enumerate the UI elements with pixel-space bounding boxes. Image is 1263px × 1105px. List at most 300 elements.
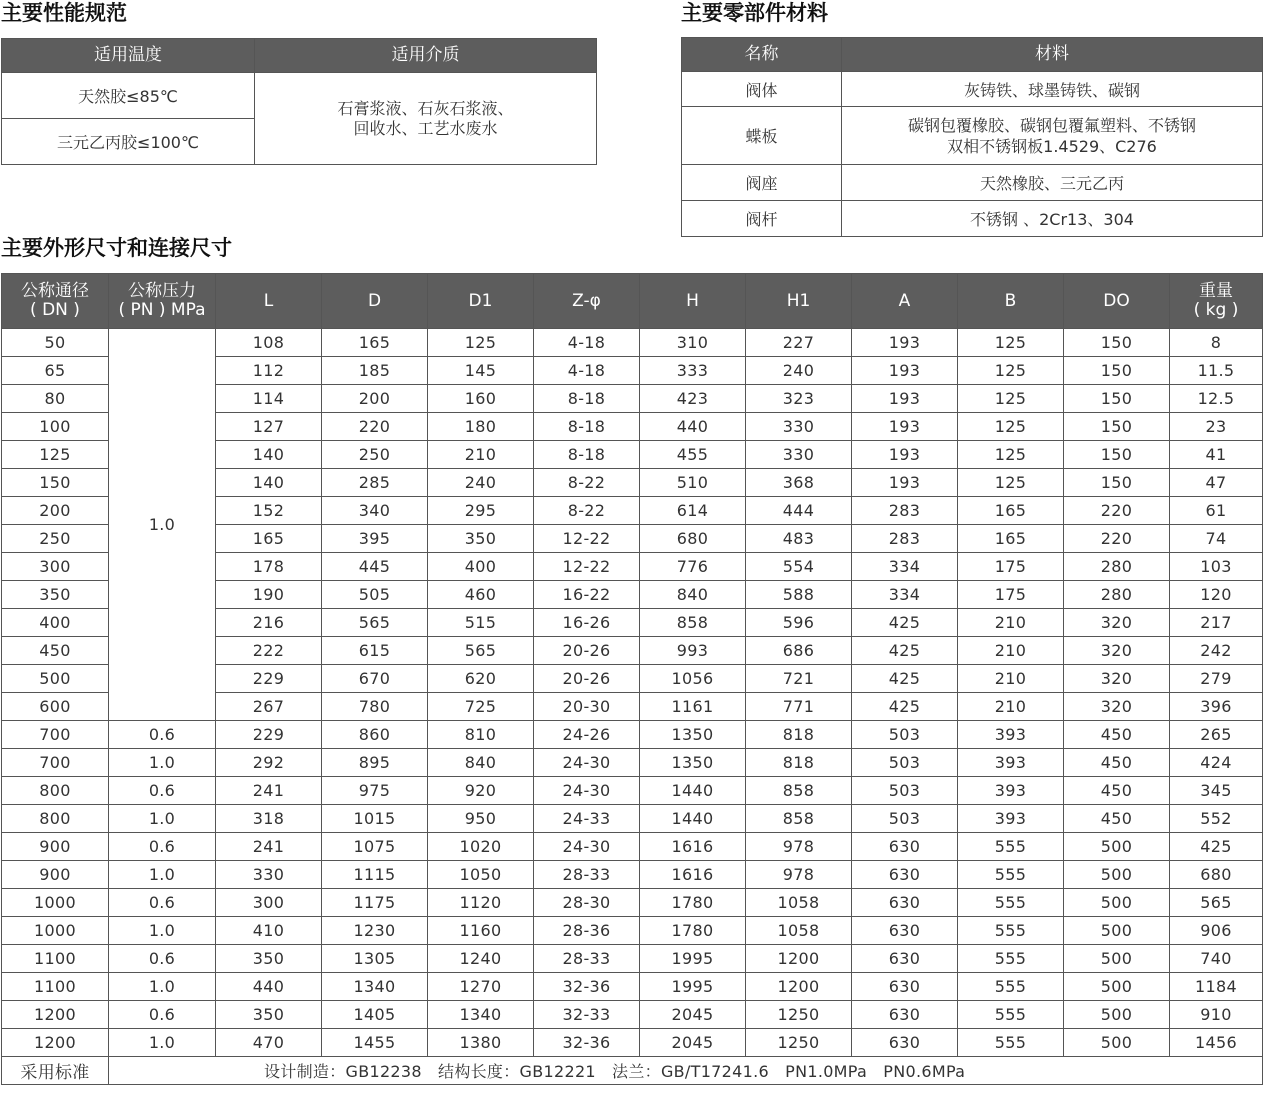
cell-z-phi: 20-30 [534, 693, 640, 721]
table-row [2, 945, 1263, 973]
cell-l: 229 [216, 665, 322, 693]
table-row [2, 1029, 1263, 1057]
cell-weight: 74 [1170, 525, 1263, 553]
table-row [2, 721, 1263, 749]
cell-dn: 50 [2, 329, 109, 357]
cell-a: 334 [852, 553, 958, 581]
cell-d: 250 [322, 441, 428, 469]
cell-d1: 295 [428, 497, 534, 525]
cell-dn: 100 [2, 413, 109, 441]
cell-d: 860 [322, 721, 428, 749]
cell-dn: 1200 [2, 1001, 109, 1029]
cell-z-phi: 8-22 [534, 497, 640, 525]
cell-b: 555 [958, 945, 1064, 973]
cell-weight: 61 [1170, 497, 1263, 525]
cell-d: 565 [322, 609, 428, 637]
cell-a: 630 [852, 1029, 958, 1057]
cell-dn: 80 [2, 385, 109, 413]
temperature-epdm: 三元乙丙胶≤100℃ [2, 119, 255, 165]
cell-d: 1175 [322, 889, 428, 917]
cell-a: 193 [852, 413, 958, 441]
cell-do: 500 [1064, 1001, 1170, 1029]
cell-z-phi: 32-36 [534, 973, 640, 1001]
cell-h: 1780 [640, 889, 746, 917]
cell-weight: 396 [1170, 693, 1263, 721]
cell-d1: 725 [428, 693, 534, 721]
part-material: 灰铸铁、球墨铸铁、碳钢 [842, 72, 1263, 107]
cell-pn: 0.6 [109, 833, 216, 861]
cell-d: 1230 [322, 917, 428, 945]
cell-b: 393 [958, 805, 1064, 833]
cell-h: 440 [640, 413, 746, 441]
cell-z-phi: 28-36 [534, 917, 640, 945]
header-line-1: Z-φ [572, 290, 601, 311]
header-h [640, 274, 746, 329]
cell-weight: 425 [1170, 833, 1263, 861]
header-medium: 适用介质 [255, 39, 597, 73]
cell-dn: 500 [2, 665, 109, 693]
cell-dn: 200 [2, 497, 109, 525]
cell-l: 114 [216, 385, 322, 413]
cell-b: 555 [958, 973, 1064, 1001]
cell-dn: 125 [2, 441, 109, 469]
cell-l: 140 [216, 441, 322, 469]
cell-b: 555 [958, 917, 1064, 945]
header-temperature: 适用温度 [2, 39, 255, 73]
cell-l: 216 [216, 609, 322, 637]
cell-d: 200 [322, 385, 428, 413]
header-line-1: 重量 [1199, 281, 1233, 301]
cell-weight: 242 [1170, 637, 1263, 665]
cell-h1: 818 [746, 721, 852, 749]
cell-b: 555 [958, 833, 1064, 861]
cell-b: 555 [958, 1029, 1064, 1057]
cell-d: 1340 [322, 973, 428, 1001]
part-material-line-1: 碳钢包覆橡胶、碳钢包覆氟塑料、不锈钢 [907, 115, 1196, 135]
cell-weight: 103 [1170, 553, 1263, 581]
cell-d: 220 [322, 413, 428, 441]
cell-h: 310 [640, 329, 746, 357]
cell-dn: 1000 [2, 917, 109, 945]
table-row [2, 861, 1263, 889]
cell-h: 993 [640, 637, 746, 665]
cell-h1: 1250 [746, 1029, 852, 1057]
dimensions-title: 主要外形尺寸和连接尺寸 [1, 236, 232, 260]
performance-table [1, 38, 597, 165]
part-material-line-2: 双相不锈钢板1.4529、C276 [947, 136, 1157, 156]
cell-d: 1115 [322, 861, 428, 889]
cell-h: 1780 [640, 917, 746, 945]
cell-a: 630 [852, 861, 958, 889]
temperature-natural-rubber: 天然胶≤85℃ [2, 73, 255, 119]
medium-line-2: 回收水、工艺水废水 [353, 118, 498, 138]
cell-dn: 1100 [2, 945, 109, 973]
cell-b: 125 [958, 469, 1064, 497]
cell-h: 1056 [640, 665, 746, 693]
cell-z-phi: 4-18 [534, 357, 640, 385]
cell-dn: 600 [2, 693, 109, 721]
cell-a: 503 [852, 805, 958, 833]
cell-l: 318 [216, 805, 322, 833]
cell-l: 292 [216, 749, 322, 777]
cell-do: 500 [1064, 973, 1170, 1001]
cell-d1: 1380 [428, 1029, 534, 1057]
header-line-1: H [686, 290, 699, 311]
cell-dn: 65 [2, 357, 109, 385]
cell-b: 125 [958, 357, 1064, 385]
cell-do: 450 [1064, 721, 1170, 749]
performance-title: 主要性能规范 [1, 1, 127, 25]
cell-weight: 565 [1170, 889, 1263, 917]
cell-l: 165 [216, 525, 322, 553]
cell-d1: 145 [428, 357, 534, 385]
header-d [322, 274, 428, 329]
header-line-1: 公称通径 [21, 281, 89, 301]
part-material [842, 107, 1263, 165]
cell-weight: 265 [1170, 721, 1263, 749]
part-name: 阀杆 [682, 201, 842, 237]
cell-d: 395 [322, 525, 428, 553]
header-line-2: ( PN ) MPa [118, 300, 206, 320]
cell-h: 1616 [640, 833, 746, 861]
cell-b: 393 [958, 721, 1064, 749]
cell-d: 1075 [322, 833, 428, 861]
cell-h: 680 [640, 525, 746, 553]
cell-h1: 858 [746, 805, 852, 833]
cell-weight: 552 [1170, 805, 1263, 833]
cell-z-phi: 8-18 [534, 441, 640, 469]
header-line-1: 公称压力 [128, 281, 196, 301]
cell-h1: 1200 [746, 945, 852, 973]
cell-h1: 1058 [746, 889, 852, 917]
cell-do: 450 [1064, 777, 1170, 805]
cell-do: 500 [1064, 861, 1170, 889]
cell-b: 210 [958, 665, 1064, 693]
cell-d1: 515 [428, 609, 534, 637]
cell-a: 503 [852, 721, 958, 749]
cell-h: 2045 [640, 1029, 746, 1057]
cell-h: 840 [640, 581, 746, 609]
cell-h1: 554 [746, 553, 852, 581]
cell-a: 630 [852, 945, 958, 973]
cell-z-phi: 16-22 [534, 581, 640, 609]
table-row [2, 749, 1263, 777]
cell-h1: 444 [746, 497, 852, 525]
header-line-1: L [263, 290, 274, 311]
cell-h: 510 [640, 469, 746, 497]
cell-dn: 150 [2, 469, 109, 497]
header-line-1: DO [1103, 290, 1130, 311]
header-z-phi [534, 274, 640, 329]
cell-h1: 368 [746, 469, 852, 497]
cell-a: 425 [852, 665, 958, 693]
cell-pn: 0.6 [109, 721, 216, 749]
cell-dn: 1000 [2, 889, 109, 917]
cell-h1: 240 [746, 357, 852, 385]
dimensions-table [1, 273, 1263, 1085]
cell-d: 1405 [322, 1001, 428, 1029]
standard-label: 采用标准 [2, 1057, 109, 1085]
cell-d1: 1340 [428, 1001, 534, 1029]
cell-h: 1161 [640, 693, 746, 721]
cell-h: 455 [640, 441, 746, 469]
cell-dn: 1200 [2, 1029, 109, 1057]
cell-do: 320 [1064, 693, 1170, 721]
cell-weight: 8 [1170, 329, 1263, 357]
cell-weight: 345 [1170, 777, 1263, 805]
table-row [2, 777, 1263, 805]
cell-z-phi: 24-30 [534, 777, 640, 805]
cell-a: 630 [852, 917, 958, 945]
cell-h: 1440 [640, 777, 746, 805]
cell-d1: 1160 [428, 917, 534, 945]
header-do [1064, 274, 1170, 329]
cell-a: 503 [852, 777, 958, 805]
cell-h1: 588 [746, 581, 852, 609]
cell-l: 241 [216, 833, 322, 861]
cell-d1: 1020 [428, 833, 534, 861]
cell-weight: 279 [1170, 665, 1263, 693]
cell-do: 500 [1064, 917, 1170, 945]
cell-h: 1350 [640, 721, 746, 749]
cell-d: 780 [322, 693, 428, 721]
cell-h1: 330 [746, 441, 852, 469]
header-b [958, 274, 1064, 329]
cell-h1: 596 [746, 609, 852, 637]
cell-do: 500 [1064, 1029, 1170, 1057]
cell-h: 2045 [640, 1001, 746, 1029]
medium-line-1: 石膏浆液、石灰石浆液、 [337, 98, 514, 118]
cell-pn: 1.0 [109, 805, 216, 833]
header-line-1: A [898, 290, 911, 311]
cell-dn: 1100 [2, 973, 109, 1001]
cell-d: 975 [322, 777, 428, 805]
cell-do: 150 [1064, 329, 1170, 357]
cell-b: 125 [958, 441, 1064, 469]
cell-h: 1350 [640, 749, 746, 777]
cell-b: 125 [958, 385, 1064, 413]
cell-z-phi: 32-36 [534, 1029, 640, 1057]
cell-h1: 323 [746, 385, 852, 413]
cell-d: 185 [322, 357, 428, 385]
cell-d1: 180 [428, 413, 534, 441]
cell-h: 1616 [640, 861, 746, 889]
cell-l: 127 [216, 413, 322, 441]
cell-h1: 818 [746, 749, 852, 777]
cell-a: 630 [852, 889, 958, 917]
header-h1 [746, 274, 852, 329]
cell-z-phi: 16-26 [534, 609, 640, 637]
cell-dn: 900 [2, 833, 109, 861]
cell-h1: 721 [746, 665, 852, 693]
cell-weight: 740 [1170, 945, 1263, 973]
cell-d1: 950 [428, 805, 534, 833]
cell-dn: 900 [2, 861, 109, 889]
cell-dn: 700 [2, 721, 109, 749]
cell-l: 300 [216, 889, 322, 917]
cell-d1: 620 [428, 665, 534, 693]
table-row [2, 973, 1263, 1001]
cell-d: 1015 [322, 805, 428, 833]
cell-b: 555 [958, 1001, 1064, 1029]
cell-d1: 460 [428, 581, 534, 609]
part-name: 阀座 [682, 165, 842, 201]
cell-d1: 240 [428, 469, 534, 497]
cell-b: 555 [958, 889, 1064, 917]
cell-h1: 686 [746, 637, 852, 665]
standard-row [2, 1057, 1263, 1085]
cell-d: 615 [322, 637, 428, 665]
cell-h: 858 [640, 609, 746, 637]
table-row [2, 1001, 1263, 1029]
cell-a: 193 [852, 385, 958, 413]
cell-do: 500 [1064, 945, 1170, 973]
cell-dn: 800 [2, 805, 109, 833]
cell-dn: 250 [2, 525, 109, 553]
cell-d1: 1270 [428, 973, 534, 1001]
cell-do: 500 [1064, 833, 1170, 861]
cell-weight: 23 [1170, 413, 1263, 441]
cell-b: 165 [958, 525, 1064, 553]
header-d1 [428, 274, 534, 329]
cell-h1: 858 [746, 777, 852, 805]
header-line-2: ( DN ) [30, 300, 80, 320]
cell-h1: 978 [746, 833, 852, 861]
cell-pn-merged: 1.0 [109, 329, 216, 721]
part-name: 阀体 [682, 72, 842, 107]
table-row [2, 917, 1263, 945]
cell-h1: 978 [746, 861, 852, 889]
parts-table [681, 37, 1263, 237]
cell-h1: 1200 [746, 973, 852, 1001]
cell-pn: 1.0 [109, 861, 216, 889]
cell-z-phi: 8-18 [534, 385, 640, 413]
cell-d: 505 [322, 581, 428, 609]
cell-d: 1455 [322, 1029, 428, 1057]
cell-a: 334 [852, 581, 958, 609]
cell-d1: 125 [428, 329, 534, 357]
cell-z-phi: 20-26 [534, 637, 640, 665]
cell-a: 193 [852, 469, 958, 497]
cell-a: 193 [852, 357, 958, 385]
cell-h1: 483 [746, 525, 852, 553]
parts-title: 主要零部件材料 [681, 1, 828, 25]
cell-dn: 700 [2, 749, 109, 777]
cell-pn: 0.6 [109, 889, 216, 917]
cell-do: 150 [1064, 385, 1170, 413]
cell-z-phi: 28-30 [534, 889, 640, 917]
cell-b: 393 [958, 777, 1064, 805]
cell-l: 140 [216, 469, 322, 497]
cell-dn: 800 [2, 777, 109, 805]
cell-h: 333 [640, 357, 746, 385]
cell-weight: 906 [1170, 917, 1263, 945]
cell-do: 450 [1064, 805, 1170, 833]
cell-l: 267 [216, 693, 322, 721]
cell-a: 283 [852, 525, 958, 553]
cell-a: 425 [852, 609, 958, 637]
cell-z-phi: 8-22 [534, 469, 640, 497]
cell-b: 555 [958, 861, 1064, 889]
cell-l: 152 [216, 497, 322, 525]
table-row [2, 329, 1263, 357]
cell-l: 440 [216, 973, 322, 1001]
cell-h: 423 [640, 385, 746, 413]
cell-b: 165 [958, 497, 1064, 525]
header-line-1: D1 [468, 290, 493, 311]
cell-dn: 350 [2, 581, 109, 609]
cell-weight: 41 [1170, 441, 1263, 469]
cell-do: 320 [1064, 609, 1170, 637]
cell-d1: 400 [428, 553, 534, 581]
cell-pn: 1.0 [109, 1029, 216, 1057]
cell-l: 222 [216, 637, 322, 665]
cell-h: 1440 [640, 805, 746, 833]
standard-text: 设计制造：GB12238 结构长度：GB12221 法兰：GB/T17241.6 PN1.0MPa PN0.6MPa [109, 1057, 1263, 1085]
cell-l: 350 [216, 1001, 322, 1029]
cell-weight: 1184 [1170, 973, 1263, 1001]
cell-weight: 47 [1170, 469, 1263, 497]
cell-h: 614 [640, 497, 746, 525]
header-material: 材料 [842, 38, 1263, 72]
header-part-name: 名称 [682, 38, 842, 72]
header-dn [2, 274, 109, 329]
cell-weight: 12.5 [1170, 385, 1263, 413]
cell-d: 670 [322, 665, 428, 693]
cell-d: 285 [322, 469, 428, 497]
table-row [2, 889, 1263, 917]
part-material: 不锈钢 、2Cr13、304 [842, 201, 1263, 237]
cell-do: 500 [1064, 889, 1170, 917]
header-a [852, 274, 958, 329]
cell-z-phi: 28-33 [534, 945, 640, 973]
cell-d1: 810 [428, 721, 534, 749]
cell-dn: 400 [2, 609, 109, 637]
cell-do: 220 [1064, 525, 1170, 553]
cell-d: 895 [322, 749, 428, 777]
cell-d1: 920 [428, 777, 534, 805]
cell-z-phi: 24-33 [534, 805, 640, 833]
header-line-1: D [367, 290, 382, 311]
cell-weight: 217 [1170, 609, 1263, 637]
cell-weight: 680 [1170, 861, 1263, 889]
cell-weight: 11.5 [1170, 357, 1263, 385]
cell-pn: 0.6 [109, 1001, 216, 1029]
header-pn [109, 274, 216, 329]
cell-do: 280 [1064, 581, 1170, 609]
cell-do: 150 [1064, 413, 1170, 441]
cell-a: 630 [852, 973, 958, 1001]
cell-a: 193 [852, 441, 958, 469]
cell-l: 330 [216, 861, 322, 889]
cell-b: 210 [958, 693, 1064, 721]
cell-h1: 330 [746, 413, 852, 441]
cell-d: 340 [322, 497, 428, 525]
cell-dn: 300 [2, 553, 109, 581]
cell-z-phi: 12-22 [534, 525, 640, 553]
cell-z-phi: 24-26 [534, 721, 640, 749]
table-row [2, 805, 1263, 833]
cell-pn: 0.6 [109, 777, 216, 805]
part-material: 天然橡胶、三元乙丙 [842, 165, 1263, 201]
cell-a: 630 [852, 1001, 958, 1029]
cell-z-phi: 24-30 [534, 749, 640, 777]
cell-h: 776 [640, 553, 746, 581]
cell-do: 150 [1064, 469, 1170, 497]
cell-h1: 1058 [746, 917, 852, 945]
cell-do: 320 [1064, 665, 1170, 693]
cell-a: 425 [852, 637, 958, 665]
